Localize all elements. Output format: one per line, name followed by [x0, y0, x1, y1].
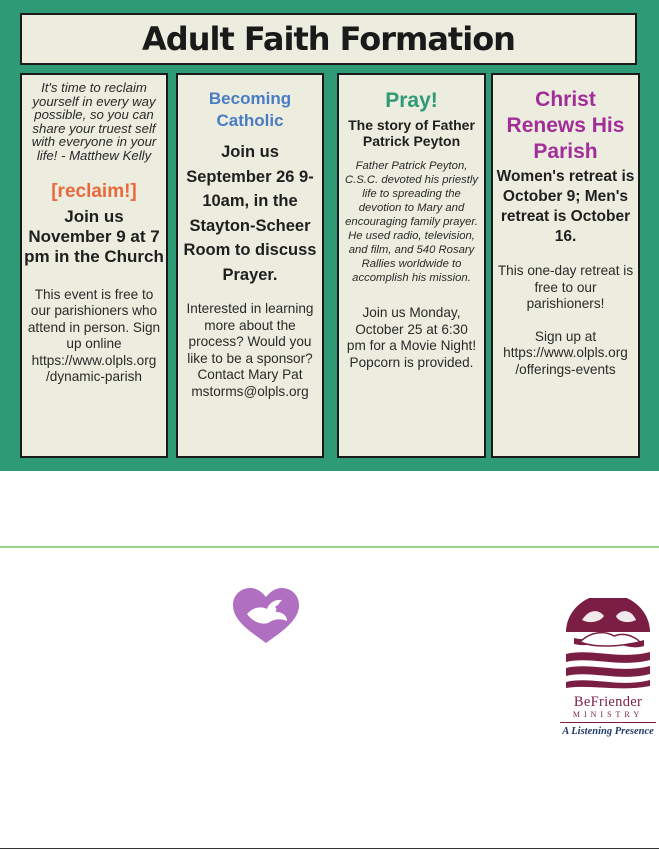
pray-heading: Pray!: [385, 89, 438, 112]
becoming-catholic-heading: Becoming Catholic: [208, 89, 292, 130]
befriender-tagline: A Listening Presence: [562, 726, 654, 737]
section-divider: [0, 546, 659, 548]
reclaim-brand: [reclaim!]: [51, 180, 137, 202]
becoming-catholic-info: Interested in learning more about the process? Would you like to be a sponsor? Contact Mary Pat mstorms@olpls.org: [186, 301, 314, 399]
pray-column: [337, 73, 486, 458]
becoming-catholic-event: Join us September 26 9-10am, in the Stayton-Scheer Room to discuss Prayer.: [183, 143, 317, 284]
peyton-story: Father Patrick Peyton, C.S.C. devoted his priestly life to spreading the devotion to Mary and encouraging family prayer. He used radio, television, and film, and 540 Rosary Rallies worldwide to accomplish his mission.: [344, 160, 479, 284]
befriender-emblem-icon: [560, 598, 656, 690]
becoming-catholic-column: [176, 73, 324, 458]
befriender-name: BeFriender: [573, 694, 643, 710]
flyer-title: Adult Faith Formation: [142, 20, 515, 58]
befriender-logo: [556, 598, 659, 737]
reclaim-info: This event is free to our parishioners who attend in person. Sign up online https://www.olpls.org /dynamic-parish: [27, 286, 161, 385]
movie-night-info: Join us Monday, October 25 at 6:30 pm for a Movie Night! Popcorn is provided.: [346, 305, 477, 370]
christ-renews-heading: Christ Renews His Parish: [506, 88, 625, 163]
christ-renews-column: [491, 73, 640, 458]
reclaim-event-details: Join us November 9 at 7 pm in the Church: [24, 206, 164, 266]
reclaim-column: [20, 73, 168, 458]
page-bottom-rule: [0, 848, 659, 849]
retreat-dates: Women's retreat is October 9; Men's retreat is October 16.: [496, 168, 635, 245]
retreat-signup: Sign up at https://www.olpls.org /offerings-events: [503, 328, 628, 377]
heart-dove-icon: [231, 587, 301, 645]
flyer-title-box: [20, 13, 637, 65]
befriender-ministry: MINISTRY: [560, 710, 656, 723]
pray-subheading: The story of Father Patrick Peyton: [348, 117, 475, 149]
matthew-kelly-quote: It's time to reclaim yourself in every way possible, so you can share your truest self with everyone in your life! - Matthew Kelly: [31, 80, 157, 163]
retreat-info: This one-day retreat is free to our parishioners!: [497, 263, 634, 311]
